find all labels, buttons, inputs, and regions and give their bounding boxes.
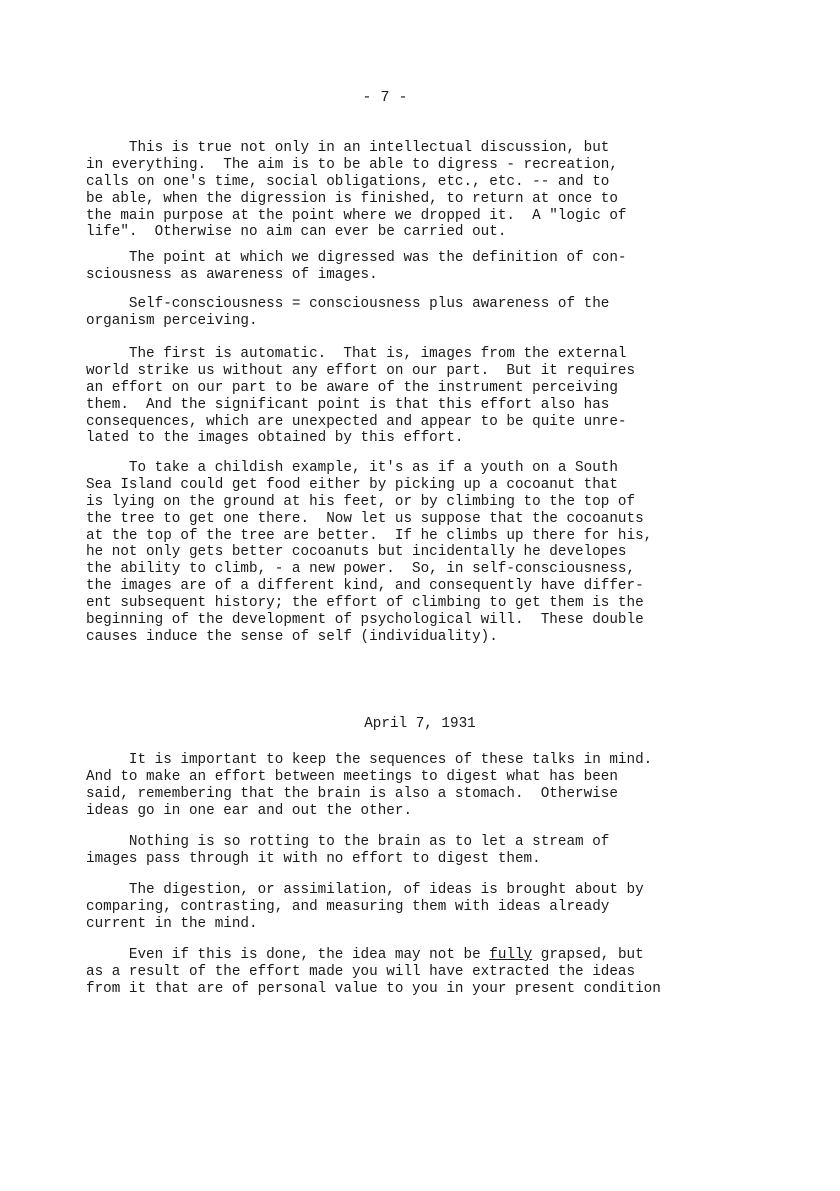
- text-line: current in the mind.: [86, 915, 258, 932]
- text-line: The digestion, or assimilation, of ideas is brought about by: [86, 882, 644, 898]
- paragraph: [86, 752, 758, 820]
- text-line: comparing, contrasting, and measuring them with ideas already: [86, 898, 610, 915]
- paragraph: [86, 882, 758, 933]
- text-line: organism perceiving.: [86, 312, 258, 329]
- paragraph: [86, 296, 758, 330]
- text-line: The first is automatic. That is, images from the external: [86, 346, 627, 362]
- text-line: It is important to keep the sequences of these talks in mind.: [86, 752, 653, 768]
- text-line: as a result of the effort made you will have extracted the ideas: [86, 963, 636, 980]
- text-line: from it that are of personal value to you in your present condition: [86, 980, 661, 997]
- text-line: sciousness as awareness of images.: [86, 266, 378, 283]
- text-line: [86, 947, 758, 964]
- text-line: the images are of a different kind, and consequently have differ-: [86, 578, 644, 595]
- text-line: ideas go in one ear and out the other.: [86, 802, 413, 819]
- text-line: them. And the significant point is that this effort also has: [86, 396, 610, 413]
- text-line: To take a childish example, it's as if a youth on a South: [86, 460, 618, 476]
- text-fragment: Even if this is done, the idea may not be: [86, 947, 490, 963]
- text-fragment: grapsed, but: [532, 947, 644, 963]
- text-line: the main purpose at the point where we dropped it. A "logic of: [86, 207, 627, 224]
- text-line: be able, when the digression is finished, to return at once to: [86, 190, 618, 207]
- text-line: consequences, which are unexpected and appear to be quite unre-: [86, 413, 627, 430]
- text-line: lated to the images obtained by this effort.: [86, 430, 464, 447]
- text-line: at the top of the tree are better. If he climbs up there for his,: [86, 527, 653, 544]
- text-line: world strike us without any effort on our part. But it requires: [86, 362, 636, 379]
- text-line: said, remembering that the brain is also a stomach. Otherwise: [86, 785, 618, 802]
- text-line: the tree to get one there. Now let us suppose that the cocoanuts: [86, 510, 644, 527]
- paragraph: [86, 140, 758, 241]
- text-line: Self-consciousness = consciousness plus awareness of the: [86, 296, 610, 312]
- text-line: And to make an effort between meetings to digest what has been: [86, 768, 618, 785]
- text-line: in everything. The aim is to be able to digress - recreation,: [86, 156, 618, 173]
- paragraph: [86, 947, 758, 998]
- page-number: - 7 -: [362, 89, 408, 106]
- text-line: he not only gets better cocoanuts but incidentally he developes: [86, 544, 627, 561]
- date-heading: April 7, 1931: [364, 716, 476, 732]
- text-line: life". Otherwise no aim can ever be carried out.: [86, 224, 507, 241]
- paragraph: [86, 346, 758, 447]
- text-line: calls on one's time, social obligations, etc., etc. -- and to: [86, 173, 610, 190]
- text-line: ent subsequent history; the effort of climbing to get them is the: [86, 595, 644, 612]
- text-line: Nothing is so rotting to the brain as to let a stream of: [86, 834, 610, 850]
- text-line: This is true not only in an intellectual discussion, but: [86, 140, 610, 156]
- text-line: Sea Island could get food either by picking up a cocoanut that: [86, 476, 618, 493]
- paragraph: [86, 834, 758, 868]
- text-line: images pass through it with no effort to digest them.: [86, 850, 541, 867]
- text-line: beginning of the development of psychological will. These double: [86, 612, 644, 629]
- text-line: The point at which we digressed was the definition of con-: [86, 250, 627, 266]
- underlined-word: fully: [489, 947, 533, 963]
- text-line: an effort on our part to be aware of the instrument perceiving: [86, 379, 618, 396]
- paragraph: [86, 460, 758, 646]
- text-line: the ability to climb, - a new power. So, in self-consciousness,: [86, 561, 636, 578]
- text-line: causes induce the sense of self (individuality).: [86, 628, 498, 645]
- paragraph: [86, 250, 758, 284]
- text-line: is lying on the ground at his feet, or by climbing to the top of: [86, 493, 636, 510]
